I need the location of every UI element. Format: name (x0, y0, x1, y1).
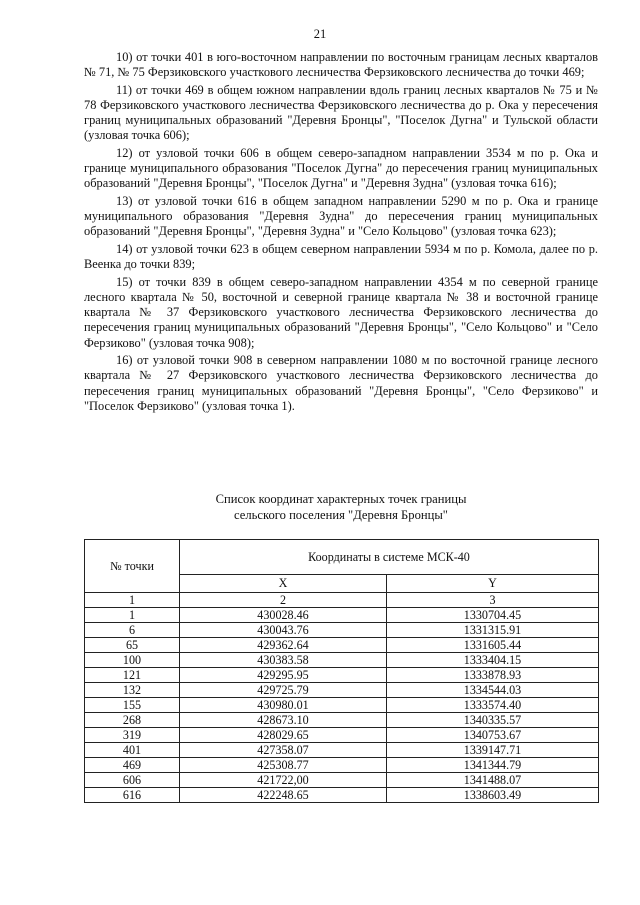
paragraph-12: 12) от узловой точки 606 в общем северо-западном направлении 3534 м по р. Ока и границе муниципального образования "Поселок Дугна" до пересечения границ муниципальных образований "Деревня Бронцы", "Поселок Дугна" и "Деревня Зудна" (узловая точка 616); (84, 146, 598, 191)
x-value: 422248.65 (180, 788, 387, 803)
x-value: 427358.07 (180, 743, 387, 758)
x-value: 429725.79 (180, 683, 387, 698)
table-row (85, 713, 599, 728)
page-number: 21 (313, 27, 327, 41)
table-row (85, 773, 599, 788)
point-number: 1 (85, 608, 180, 623)
x-value: 428029.65 (180, 728, 387, 743)
point-number: 616 (85, 788, 180, 803)
paragraph-11: 11) от точки 469 в общем южном направлении вдоль границ лесных кварталов № 75 и № 78 Ферзиковского участкового лесничества Ферзиковского лесничества до р. Ока у пересечения границ муниципальных образований "Деревня Бронцы", "Поселок Дугна" и Тульской области (узловая точка 606); (84, 82, 598, 143)
point-number-header: № точки (85, 540, 180, 593)
paragraph-15: 15) от точки 839 в общем северо-западном направлении 4354 м по северной границе лесного квартала № 50, восточной и северной границе квартала № 38 и восточной границе квартала № 37 Ферзиковского участкового лесничества Ферзиковского лесничества до пересечения границ муниципальных образований "Деревня Бронцы", "Село Кольцово" и "Село Ферзиково" (узловая точка 908); (84, 274, 598, 350)
x-value: 429362.64 (180, 638, 387, 653)
paragraph-14: 14) от узловой точки 623 в общем северном направлении 5934 м по р. Комола, далее по р. Веенка до точки 839; (84, 242, 598, 272)
y-value: 1338603.49 (387, 788, 599, 803)
caption-line-2: сельского поселения "Деревня Бронцы" (234, 508, 448, 522)
y-value: 1341344.79 (387, 758, 599, 773)
point-number: 155 (85, 698, 180, 713)
column-number-3: 3 (387, 593, 599, 608)
y-value: 1341488.07 (387, 773, 599, 788)
x-value: 430043.76 (180, 623, 387, 638)
table-row (85, 638, 599, 653)
paragraph-10: 10) от точки 401 в юго-восточном направлении по восточным границам лесных кварталов № 71, № 75 Ферзиковского участкового лесничества Ферзиковского лесничества до точки 469; (84, 50, 598, 80)
table-row (85, 788, 599, 803)
x-value: 430980.01 (180, 698, 387, 713)
table-row (85, 608, 599, 623)
point-number: 401 (85, 743, 180, 758)
column-number-1: 1 (85, 593, 180, 608)
y-header: Y (387, 575, 599, 593)
y-value: 1330704.45 (387, 608, 599, 623)
point-number: 268 (85, 713, 180, 728)
x-value: 421722,00 (180, 773, 387, 788)
y-value: 1333878.93 (387, 668, 599, 683)
point-number: 65 (85, 638, 180, 653)
coordinates-header: Координаты в системе МСК-40 (180, 540, 599, 575)
y-value: 1340335.57 (387, 713, 599, 728)
coordinates-table (84, 539, 599, 803)
x-value: 430028.46 (180, 608, 387, 623)
point-number: 606 (85, 773, 180, 788)
paragraph-13: 13) от узловой точки 616 в общем западном направлении 5290 м по р. Ока и границе муниципального образования "Деревня Зудна" до пересечения границ муниципальных образований "Деревня Бронцы", "Деревня Зудна" и "Село Кольцово" (узловая точка 623); (84, 194, 598, 239)
table-row (85, 758, 599, 773)
x-value: 430383.58 (180, 653, 387, 668)
y-value: 1331605.44 (387, 638, 599, 653)
x-header: X (180, 575, 387, 593)
y-value: 1339147.71 (387, 743, 599, 758)
table-row (85, 683, 599, 698)
x-value: 425308.77 (180, 758, 387, 773)
table-row (85, 728, 599, 743)
point-number: 319 (85, 728, 180, 743)
paragraph-16: 16) от узловой точки 908 в северном направлении 1080 м по восточной границе лесного квартала № 27 Ферзиковского участкового лесничества Ферзиковского лесничества до пересечения границ муниципальных образований "Деревня Бронцы", "Село Ферзиково" и "Поселок Ферзиково" (узловая точка 1). (84, 353, 598, 413)
point-number: 132 (85, 683, 180, 698)
point-number: 100 (85, 653, 180, 668)
y-value: 1333404.15 (387, 653, 599, 668)
point-number: 6 (85, 623, 180, 638)
table-row (85, 743, 599, 758)
y-value: 1340753.67 (387, 728, 599, 743)
y-value: 1331315.91 (387, 623, 599, 638)
document-body (84, 50, 598, 416)
point-number: 469 (85, 758, 180, 773)
point-number: 121 (85, 668, 180, 683)
column-number-2: 2 (180, 593, 387, 608)
table-row (85, 668, 599, 683)
y-value: 1334544.03 (387, 683, 599, 698)
table-row (85, 653, 599, 668)
table-row (85, 698, 599, 713)
x-value: 428673.10 (180, 713, 387, 728)
caption-line-1: Список координат характерных точек границы (215, 492, 467, 506)
table-row (85, 623, 599, 638)
x-value: 429295.95 (180, 668, 387, 683)
y-value: 1333574.40 (387, 698, 599, 713)
table-caption (84, 491, 598, 523)
